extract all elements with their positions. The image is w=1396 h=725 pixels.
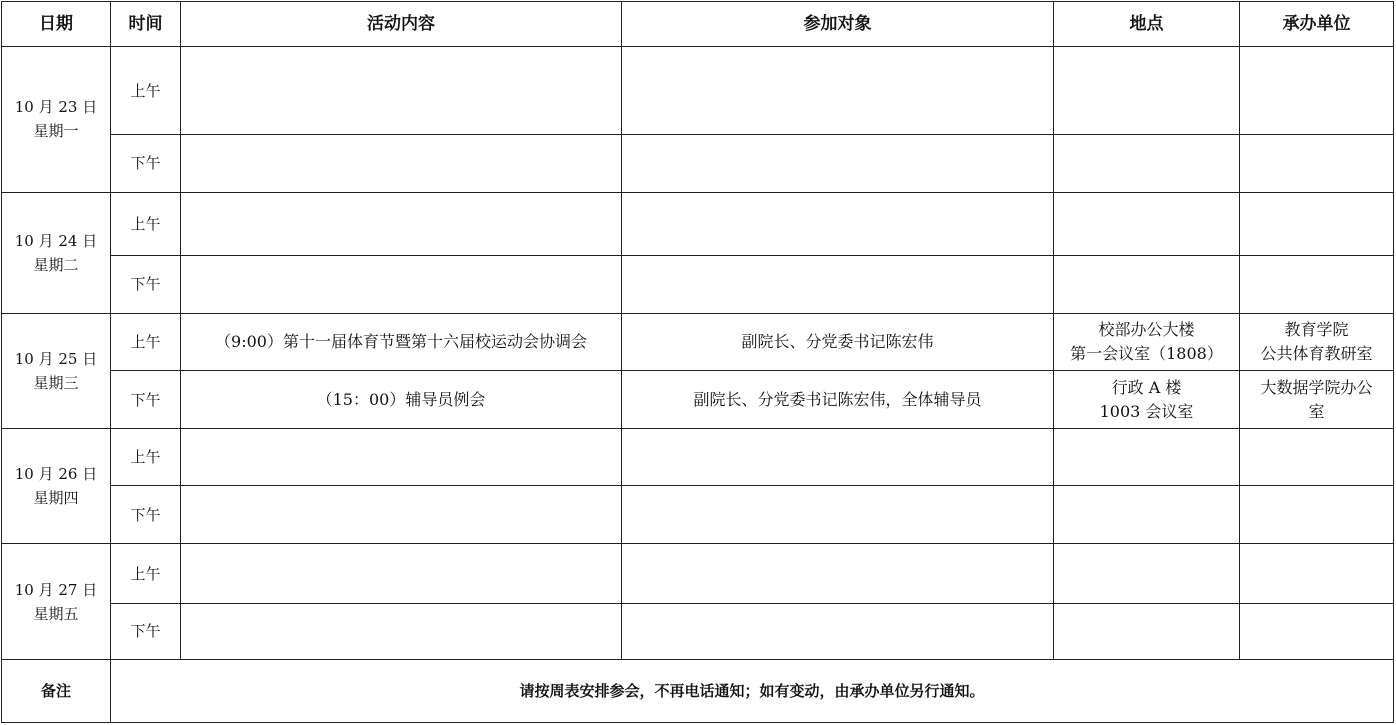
location-line: 校部办公大楼: [1098, 319, 1195, 339]
activity-cell: [181, 135, 622, 192]
table-row: [2, 135, 1394, 192]
table-row: [2, 371, 1394, 429]
date-text: 10 月 27 日: [14, 580, 98, 599]
participants-cell: [622, 47, 1054, 135]
organizer-cell: [1240, 603, 1394, 659]
weekday-text: 星期五: [33, 604, 79, 623]
session-am: 上午: [111, 192, 181, 255]
weekday-text: 星期四: [33, 489, 79, 508]
session-am: 上午: [111, 544, 181, 603]
table-row: [2, 603, 1394, 659]
session-pm: 下午: [111, 486, 181, 544]
date-cell-thursday: [2, 429, 111, 544]
participants-cell: [622, 486, 1054, 544]
organizer-line: 大数据学院办公: [1260, 377, 1373, 397]
activity-cell: （15：00）辅导员例会: [181, 371, 622, 429]
location-cell: [1054, 313, 1240, 370]
table-row: [2, 486, 1394, 544]
session-pm: 下午: [111, 371, 181, 429]
date-cell-tuesday: [2, 192, 111, 313]
table-row: [2, 544, 1394, 603]
location-cell: [1054, 255, 1240, 313]
date-text: 10 月 23 日: [14, 98, 98, 117]
organizer-cell: [1240, 486, 1394, 544]
notes-text: 请按周表安排参会，不再电话通知；如有变动，由承办单位另行通知。: [111, 659, 1394, 722]
location-line: 第一会议室（1808）: [1070, 343, 1223, 363]
organizer-line: 教育学院: [1284, 319, 1349, 339]
location-cell: [1054, 429, 1240, 486]
activity-cell: [181, 192, 622, 255]
header-organizer: 承办单位: [1240, 2, 1394, 47]
organizer-line: 公共体育教研室: [1260, 343, 1373, 363]
organizer-cell: [1240, 47, 1394, 135]
location-cell: [1054, 192, 1240, 255]
activity-cell: [181, 47, 622, 135]
location-cell: [1054, 544, 1240, 603]
header-participants: 参加对象: [622, 2, 1054, 47]
activity-cell: （9:00）第十一届体育节暨第十六届校运动会协调会: [181, 313, 622, 370]
participants-cell: [622, 544, 1054, 603]
table-row: [2, 429, 1394, 486]
weekday-text: 星期二: [33, 255, 79, 274]
header-time: 时间: [111, 2, 181, 47]
participants-cell: 副院长、分党委书记陈宏伟，全体辅导员: [622, 371, 1054, 429]
activity-cell: [181, 429, 622, 486]
location-cell: [1054, 486, 1240, 544]
date-text: 10 月 26 日: [14, 465, 98, 484]
session-pm: 下午: [111, 603, 181, 659]
session-am: 上午: [111, 429, 181, 486]
organizer-cell: [1240, 429, 1394, 486]
weekly-schedule-table: [1, 1, 1394, 723]
notes-row: [2, 659, 1394, 722]
table-row: [2, 255, 1394, 313]
session-pm: 下午: [111, 255, 181, 313]
activity-cell: [181, 603, 622, 659]
location-cell: [1054, 135, 1240, 192]
organizer-cell: [1240, 255, 1394, 313]
date-cell-wednesday: [2, 313, 111, 428]
activity-cell: [181, 544, 622, 603]
participants-cell: 副院长、分党委书记陈宏伟: [622, 313, 1054, 370]
activity-cell: [181, 486, 622, 544]
activity-cell: [181, 255, 622, 313]
participants-cell: [622, 135, 1054, 192]
table-row: [2, 313, 1394, 370]
weekday-text: 星期三: [33, 374, 79, 392]
organizer-cell: [1240, 192, 1394, 255]
header-date: 日期: [2, 2, 111, 47]
date-text: 10 月 24 日: [14, 231, 98, 250]
organizer-cell: [1240, 544, 1394, 603]
session-pm: 下午: [111, 135, 181, 192]
organizer-line: 室: [1308, 401, 1325, 421]
date-cell-monday: [2, 47, 111, 192]
location-cell: [1054, 47, 1240, 135]
header-location: 地点: [1054, 2, 1240, 47]
date-text: 10 月 25 日: [14, 350, 98, 368]
date-cell-friday: [2, 544, 111, 659]
weekday-text: 星期一: [33, 122, 79, 141]
location-cell: [1054, 371, 1240, 429]
header-activity: 活动内容: [181, 2, 622, 47]
header-row: [2, 2, 1394, 47]
participants-cell: [622, 255, 1054, 313]
organizer-cell: [1240, 371, 1394, 429]
notes-label: 备注: [2, 659, 111, 722]
session-am: 上午: [111, 47, 181, 135]
organizer-cell: [1240, 135, 1394, 192]
location-cell: [1054, 603, 1240, 659]
participants-cell: [622, 429, 1054, 486]
location-line: 行政 A 楼: [1111, 377, 1182, 397]
table-row: [2, 47, 1394, 135]
organizer-cell: [1240, 313, 1394, 370]
table-row: [2, 192, 1394, 255]
participants-cell: [622, 603, 1054, 659]
session-am: 上午: [111, 313, 181, 370]
location-line: 1003 会议室: [1099, 401, 1194, 421]
participants-cell: [622, 192, 1054, 255]
